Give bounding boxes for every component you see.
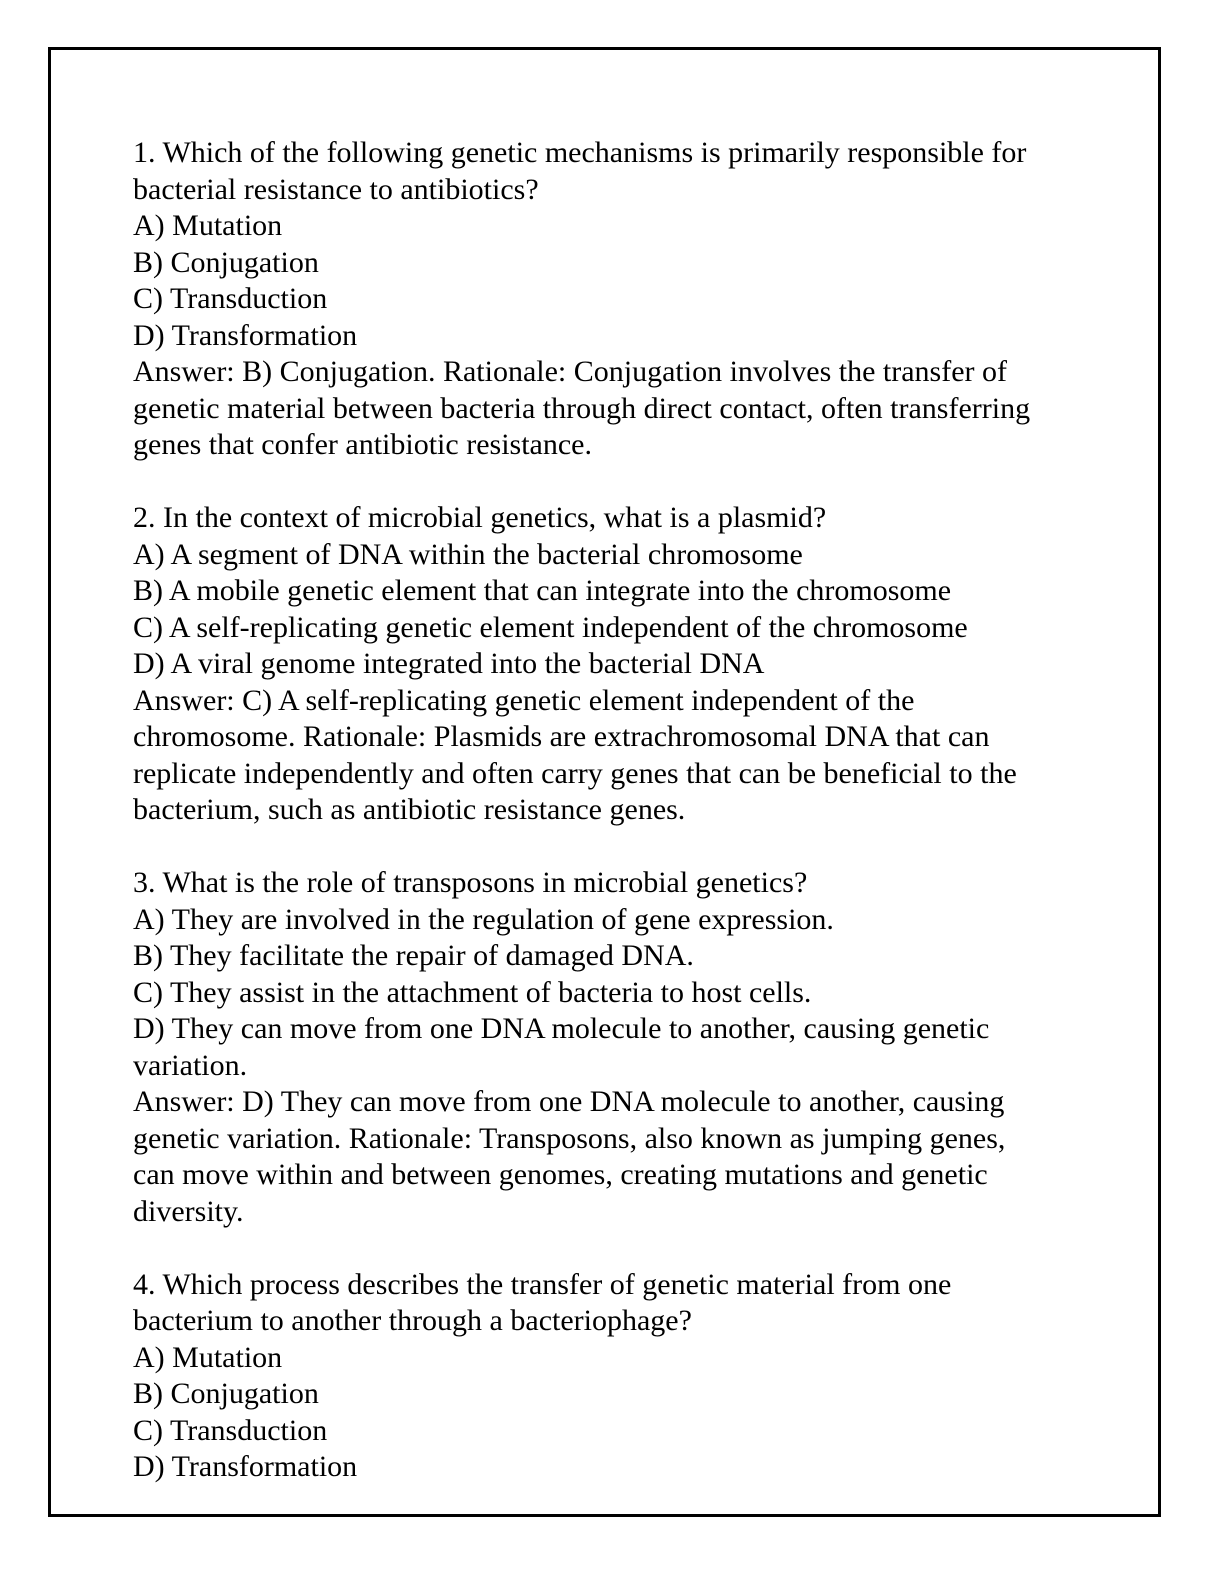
- answer-option: C) Transduction: [133, 282, 328, 315]
- answer-option: C) They assist in the attachment of bacteria to host cells.: [133, 975, 812, 1009]
- answer-option: A) A segment of DNA within the bacterial chromosome: [133, 537, 803, 571]
- answer-rationale: Answer: D) They can move from one DNA molecule to another, causing: [133, 1085, 1005, 1118]
- answer-rationale: genetic variation. Rationale: Transposons, also known as jumping genes,: [133, 1121, 1006, 1155]
- answer-option: A) Mutation: [133, 209, 283, 242]
- answer-rationale: diversity.: [133, 1194, 244, 1228]
- question-prompt: bacterial resistance to antibiotics?: [133, 172, 539, 206]
- answer-rationale: chromosome. Rationale: Plasmids are extrachromosomal DNA that can: [133, 720, 990, 753]
- answer-option: variation.: [133, 1048, 248, 1082]
- answer-rationale: can move within and between genomes, creating mutations and genetic: [133, 1158, 988, 1191]
- answer-option: A) They are involved in the regulation of gene expression.: [133, 902, 834, 936]
- answer-option: B) Conjugation: [133, 1377, 319, 1410]
- answer-rationale: bacterium, such as antibiotic resistance genes.: [133, 793, 686, 826]
- question-prompt: 1. Which of the following genetic mechanisms is primarily responsible for: [133, 136, 1027, 169]
- question-block-4: [133, 1267, 1093, 1486]
- answer-option: C) Transduction: [133, 1413, 328, 1447]
- question-block-2: [133, 500, 1093, 829]
- question-block-3: [133, 865, 1093, 1230]
- answer-option: B) Conjugation: [133, 245, 319, 279]
- answer-option: D) They can move from one DNA molecule to another, causing genetic: [133, 1012, 990, 1045]
- answer-rationale: genetic material between bacteria through direct contact, often transferring: [133, 391, 1031, 425]
- answer-option: B) They facilitate the repair of damaged DNA.: [133, 939, 694, 972]
- answer-rationale: Answer: B) Conjugation. Rationale: Conjugation involves the transfer of: [133, 355, 1008, 388]
- answer-option: D) A viral genome integrated into the bacterial DNA: [133, 647, 765, 680]
- question-prompt: 2. In the context of microbial genetics, what is a plasmid?: [133, 501, 827, 534]
- answer-option: C) A self-replicating genetic element independent of the chromosome: [133, 610, 968, 644]
- answer-rationale: replicate independently and often carry genes that can be beneficial to the: [133, 756, 1017, 790]
- question-prompt: bacterium to another through a bacteriophage?: [133, 1304, 692, 1337]
- question-prompt: 4. Which process describes the transfer of genetic material from one: [133, 1267, 952, 1301]
- answer-rationale: genes that confer antibiotic resistance.: [133, 428, 592, 461]
- question-block-1: [133, 135, 1093, 464]
- answer-option: D) Transformation: [133, 318, 358, 352]
- answer-option: B) A mobile genetic element that can integrate into the chromosome: [133, 574, 952, 607]
- answer-option: A) Mutation: [133, 1340, 283, 1374]
- document-body: [133, 135, 1093, 1486]
- answer-rationale: Answer: C) A self-replicating genetic element independent of the: [133, 683, 915, 717]
- answer-option: D) Transformation: [133, 1450, 358, 1483]
- question-prompt: 3. What is the role of transposons in microbial genetics?: [133, 866, 808, 899]
